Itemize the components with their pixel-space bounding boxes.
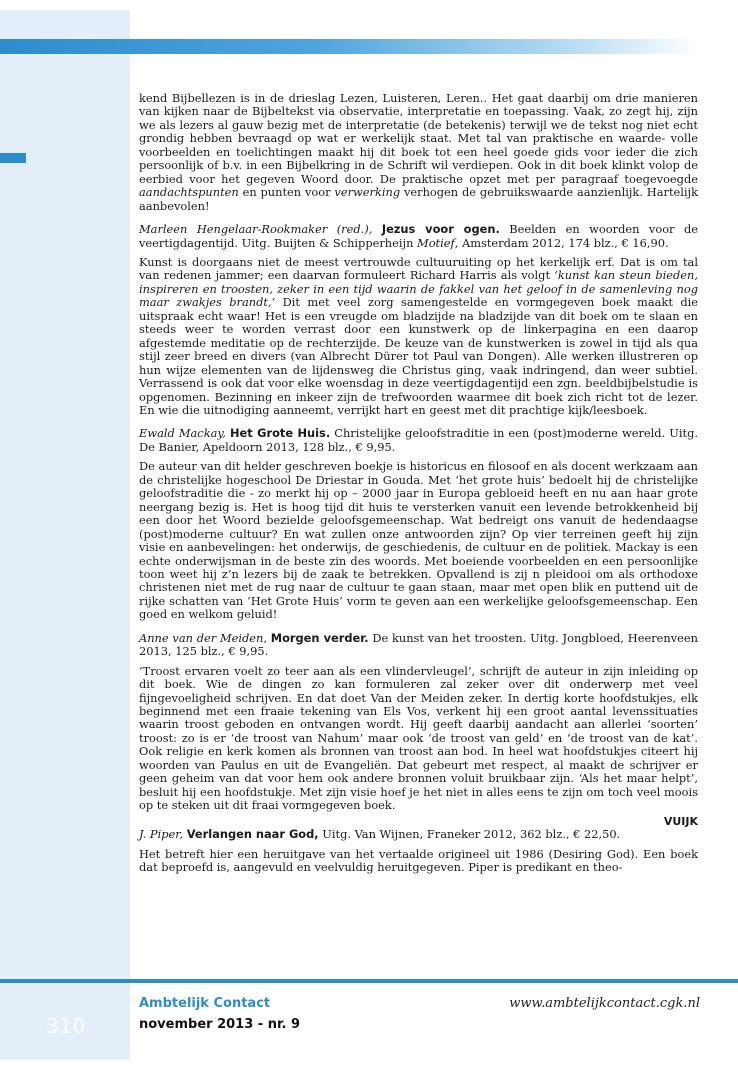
book-reference-vandermeiden: Anne van der Meiden, Morgen verder. De kunst van het troosten. Uitg. Jongbloed, Heerenveen 2013, 125 blz., € 9,95.: [139, 630, 699, 659]
review-body-hengelaar: Kunst is doorgaans niet de meest vertrouwde cultuuruiting op het kerkelijk erf. Dat is om tal van redenen jammer; een daarvan formuleert Richard Harris als volgt ‘kunst kan steun bieden, inspireren en troosten, zeker in een tijd waarin de fakkel van het geloof in de samenleving nog maar zwakjes brandt,’ Dit met veel zorg samengestelde en vormgegeven boek maakt die uitspraak echt waar! Het is een vreugde om bladzijde na bladzijde van dit boek om te slaan en steeds weer te worden verrast door een kunstwerk op de linkerpagina en een daarop afgestemde meditatie op de rechterzijde. De keuze van de kunstwerken is zowel in tijd als qua stijl zeer breed en divers (van Albrecht Dürer tot Paul van Dongen). Alle werken illustreren op hun wijze elementen van de lijdensweg die Christus ging, vaak indringend, dan weer subtiel. Verrassend is ook dat voor elke woensdag in deze veertigdagentijd een zgn. beeldbijbelstudie is opgenomen. Bezinning en inkeer zijn de trefwoorden waarmee dit boek zich richt tot de lezer. En wie die uitnodiging aanneemt, verrijkt hart en geest met dit prachtige kijk/leesboek.: [139, 254, 698, 417]
intro-paragraph: kend Bijbellezen is in de drieslag Lezen, Luisteren, Leren.. Het gaat daarbij om drie manieren van kijken naar de Bijbeltekst via observatie, interpretatie en toepassing. Vaak, zo zegt hij, zijn we als lezers al gauw bezig met de interpretatie (de betekenis) terwijl we de tekst nog niet echt grondig hebben bevraagd op wat er werkelijk staat. Met tal van praktische en waarde- volle voorbeelden en toelichtingen maakt hij dit boek tot een heel goede gids voor ieder die zich persoonlijk of b.v. in een Bijbelkring in de Schrift wil verdiepen. Ook in dit boek klinkt volop de eerbied voor het gegeven Woord door. De praktische opzet met per paragraaf toegevoegde aandachtspunten en punten voor verwerking verhogen de gebruikswaarde aanzienlijk. Hartelijk aanbevolen!: [139, 91, 698, 213]
book-title: Morgen verder.: [270, 630, 369, 645]
emphasis-text: verwerking: [334, 185, 401, 200]
emphasis-text: aandachtspunten: [139, 185, 239, 200]
book-author: Ewald Mackay,: [139, 426, 226, 441]
quote-text: ‘kunst kan steun bieden, inspireren en troosten, zeker in een tijd waarin de fakkel van het geloof in de samenleving nog maar zwakjes brandt,’: [139, 268, 698, 310]
book-author: Anne van der Meiden,: [139, 630, 267, 645]
book-author: J. Piper,: [139, 827, 184, 842]
review-body-vandermeiden: ‘Troost ervaren voelt zo teer aan als een vlindervleugel’, schrijft de auteur in zijn inleiding op dit boek. Wie de dingen zo kan formuleren zal zeker over dit onderwerp met veel fijngevoeligheid schrijven. En dat doet Van der Meiden zeker. In dertig korte hoofdstukjes, elk beginnend met een fraaie tekening van Els Vos, verkent hij een groot aantal levenssituaties waarin troost geboden en ontvangen wordt. Hij geeft daarbij aandacht aan allerlei ‘soorten’ troost: zo is er ‘de troost van Nahum’ maar ook ‘de troost van geld’ en ‘de troost van de kat’. Ook religie en kerk komen als bronnen van troost aan bod. In heel wat hoofdstukjes citeert hij woorden van Paulus en uit de Evangeliën. Dat gebeurt met respect, al maakt de schrijver er geen geheim van dat voor hem ook andere bronnen voluit bruikbaar zijn. ‘Als het maar helpt’, besluit hij een hoofdstukje. Met zijn visie hoef je het niet in alles eens te zijn om toch veel moois op te steken uit dit fraai vormgegeven boek.: [139, 663, 698, 813]
website-url: www.ambtelijkcontact.cgk.nl: [509, 996, 700, 1011]
book-author: Marleen Hengelaar-Rookmaker (red.),: [139, 222, 373, 237]
book-reference-mackay: Ewald Mackay, Het Grote Huis. Christelijke geloofstraditie in een (post)moderne wereld. Uitg. De Banier, Apeldoorn 2013, 128 blz., € 9,95.: [139, 426, 699, 454]
header-gradient-bar: [0, 39, 700, 54]
left-margin-strip: [0, 10, 130, 1060]
footer-rule: [0, 979, 738, 983]
reviewer-signature: VUIJK: [663, 814, 698, 828]
book-title: Verlangen naar God,: [186, 827, 319, 842]
side-tab-marker: [0, 153, 26, 163]
page-number: 310: [46, 1014, 86, 1038]
review-body-mackay: De auteur van dit helder geschreven boekje is historicus en filosoof en als docent werkzaam aan de christelijke hogeschool De Driestar in Gouda. Met ‘het grote huis’ bedoelt hij de christelijke geloofstraditie die - zo merkt hij op – 2000 jaar in Europa gebloeid heeft en nu aan haar grote neergang bezig is. Het is hoog tijd dit huis te versterken vanuit een levende betrokkenheid bij een door het Woord bezielde geloofsgemeenschap. Wat bedreigt ons vanuit de hedendaagse (post)moderne cultuur? En wat zullen onze antwoorden zijn? Op vier terreinen geeft hij zijn visie en aanbevelingen: het onderwijs, de geschiedenis, de cultuur en de politiek. Mackay is een echte onderwijsman in de beste zin des woords. Met boeiende voorbeelden en een persoonlijke toon weet hij z’n lezers bij de zaak te betrekken. Opvallend is zij n pleidooi om als orthodoxe christenen niet met de rug naar de cultuur te gaan staan, maar met open blik en puttend uit de rijke schatten van ‘Het Grote Huis’ vorm te geven aan een werkelijke geloofsgemeenschap. Een goed en welkom geluid!: [139, 459, 698, 622]
journal-name: Ambtelijk Contact: [139, 996, 271, 1011]
book-title: Jezus voor ogen.: [381, 222, 500, 237]
book-title: Het Grote Huis.: [230, 426, 331, 441]
issue-label: november 2013 - nr. 9: [139, 1017, 301, 1032]
book-reference-hengelaar: Marleen Hengelaar-Rookmaker (red.), Jezus voor ogen. Beelden en woorden voor de veertigdagentijd. Uitg. Buijten & Schipperheijn Motief, Amsterdam 2012, 174 blz., € 16,90.: [139, 222, 699, 250]
page-content: [139, 92, 698, 884]
review-body-piper: Het betreft hier een heruitgave van het vertaalde origineel uit 1986 (Desiring God). Een boek dat beproefd is, aangevuld en veelvuldig heruitgegeven. Piper is predikant en theo-: [139, 846, 698, 875]
book-reference-piper: J. Piper, Verlangen naar God, Uitg. Van Wijnen, Franeker 2012, 362 blz., € 22,50.: [139, 827, 621, 842]
